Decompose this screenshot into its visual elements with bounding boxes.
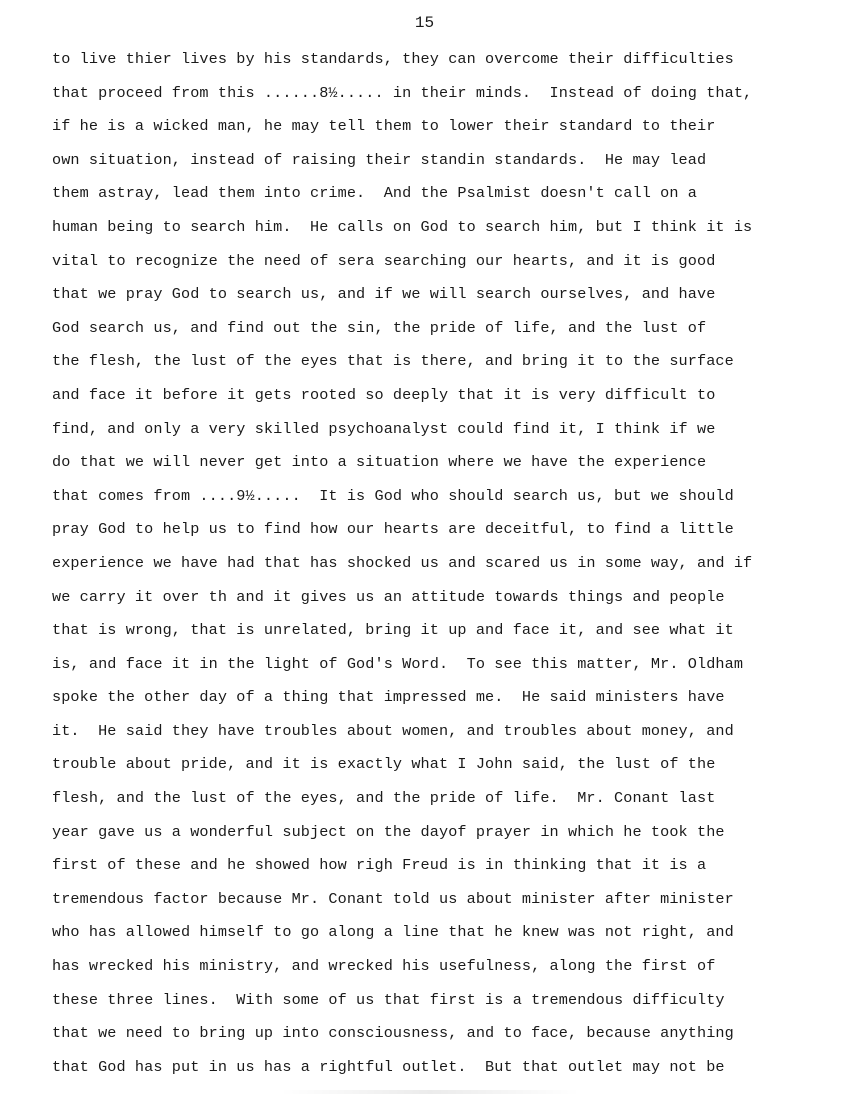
text-line: human being to search him. He calls on God to search him, but I think it is (52, 217, 753, 236)
body-text (52, 47, 842, 1088)
text-line: is, and face it in the light of God's Word. To see this matter, Mr. Oldham (52, 654, 744, 673)
text-line: vital to recognize the need of sera searching our hearts, and it is good (52, 251, 716, 270)
text-line: that comes from ....9½..... It is God who should search us, but we should (52, 486, 734, 505)
text-line: has wrecked his ministry, and wrecked his usefulness, along the first of (52, 957, 716, 976)
text-line: trouble about pride, and it is exactly what I John said, the lust of the (52, 755, 716, 774)
text-line: first of these and he showed how righ Freud is in thinking that it is a (52, 856, 707, 875)
text-line: experience we have had that has shocked us and scared us in some way, and if (52, 553, 753, 572)
text-line: pray God to help us to find how our hearts are deceitful, to find a little (52, 520, 734, 539)
text-line: find, and only a very skilled psychoanalyst could find it, I think if we (52, 419, 716, 438)
text-line: flesh, and the lust of the eyes, and the pride of life. Mr. Conant last (52, 789, 716, 808)
text-line: these three lines. With some of us that first is a tremendous difficulty (52, 990, 725, 1009)
text-line: we carry it over th and it gives us an attitude towards things and people (52, 587, 725, 606)
text-line: to live thier lives by his standards, they can overcome their difficulties (52, 50, 734, 68)
text-line: tremendous factor because Mr. Conant told us about minister after minister (52, 889, 734, 908)
text-line: them astray, lead them into crime. And the Psalmist doesn't call on a (52, 184, 697, 203)
text-line: that is wrong, that is unrelated, bring it up and face it, and see what it (52, 621, 734, 640)
text-line: that proceed from this ......8½..... in their minds. Instead of doing that, (52, 83, 753, 102)
page-number: 15 (414, 14, 435, 32)
text-line: and face it before it gets rooted so deeply that it is very difficult to (52, 385, 716, 404)
text-line: that God has put in us has a rightful outlet. But that outlet may not be (52, 1057, 725, 1076)
text-line: spoke the other day of a thing that impressed me. He said ministers have (52, 688, 725, 707)
text-line: it. He said they have troubles about women, and troubles about money, and (52, 721, 734, 740)
text-line: that we pray God to search us, and if we will search ourselves, and have (52, 285, 716, 304)
text-line: year gave us a wonderful subject on the dayof prayer in which he took the (52, 822, 725, 841)
text-line: God search us, and find out the sin, the pride of life, and the lust of (52, 318, 707, 337)
text-line: do that we will never get into a situation where we have the experience (52, 453, 707, 472)
text-line: if he is a wicked man, he may tell them to lower their standard to their (52, 117, 716, 136)
text-line: the flesh, the lust of the eyes that is there, and bring it to the surface (52, 352, 734, 371)
text-line: that we need to bring up into consciousness, and to face, because anything (52, 1024, 734, 1043)
text-line: who has allowed himself to go along a line that he knew was not right, and (52, 923, 734, 942)
text-line: own situation, instead of raising their standin standards. He may lead (52, 150, 707, 169)
page-smudge (280, 1090, 580, 1094)
